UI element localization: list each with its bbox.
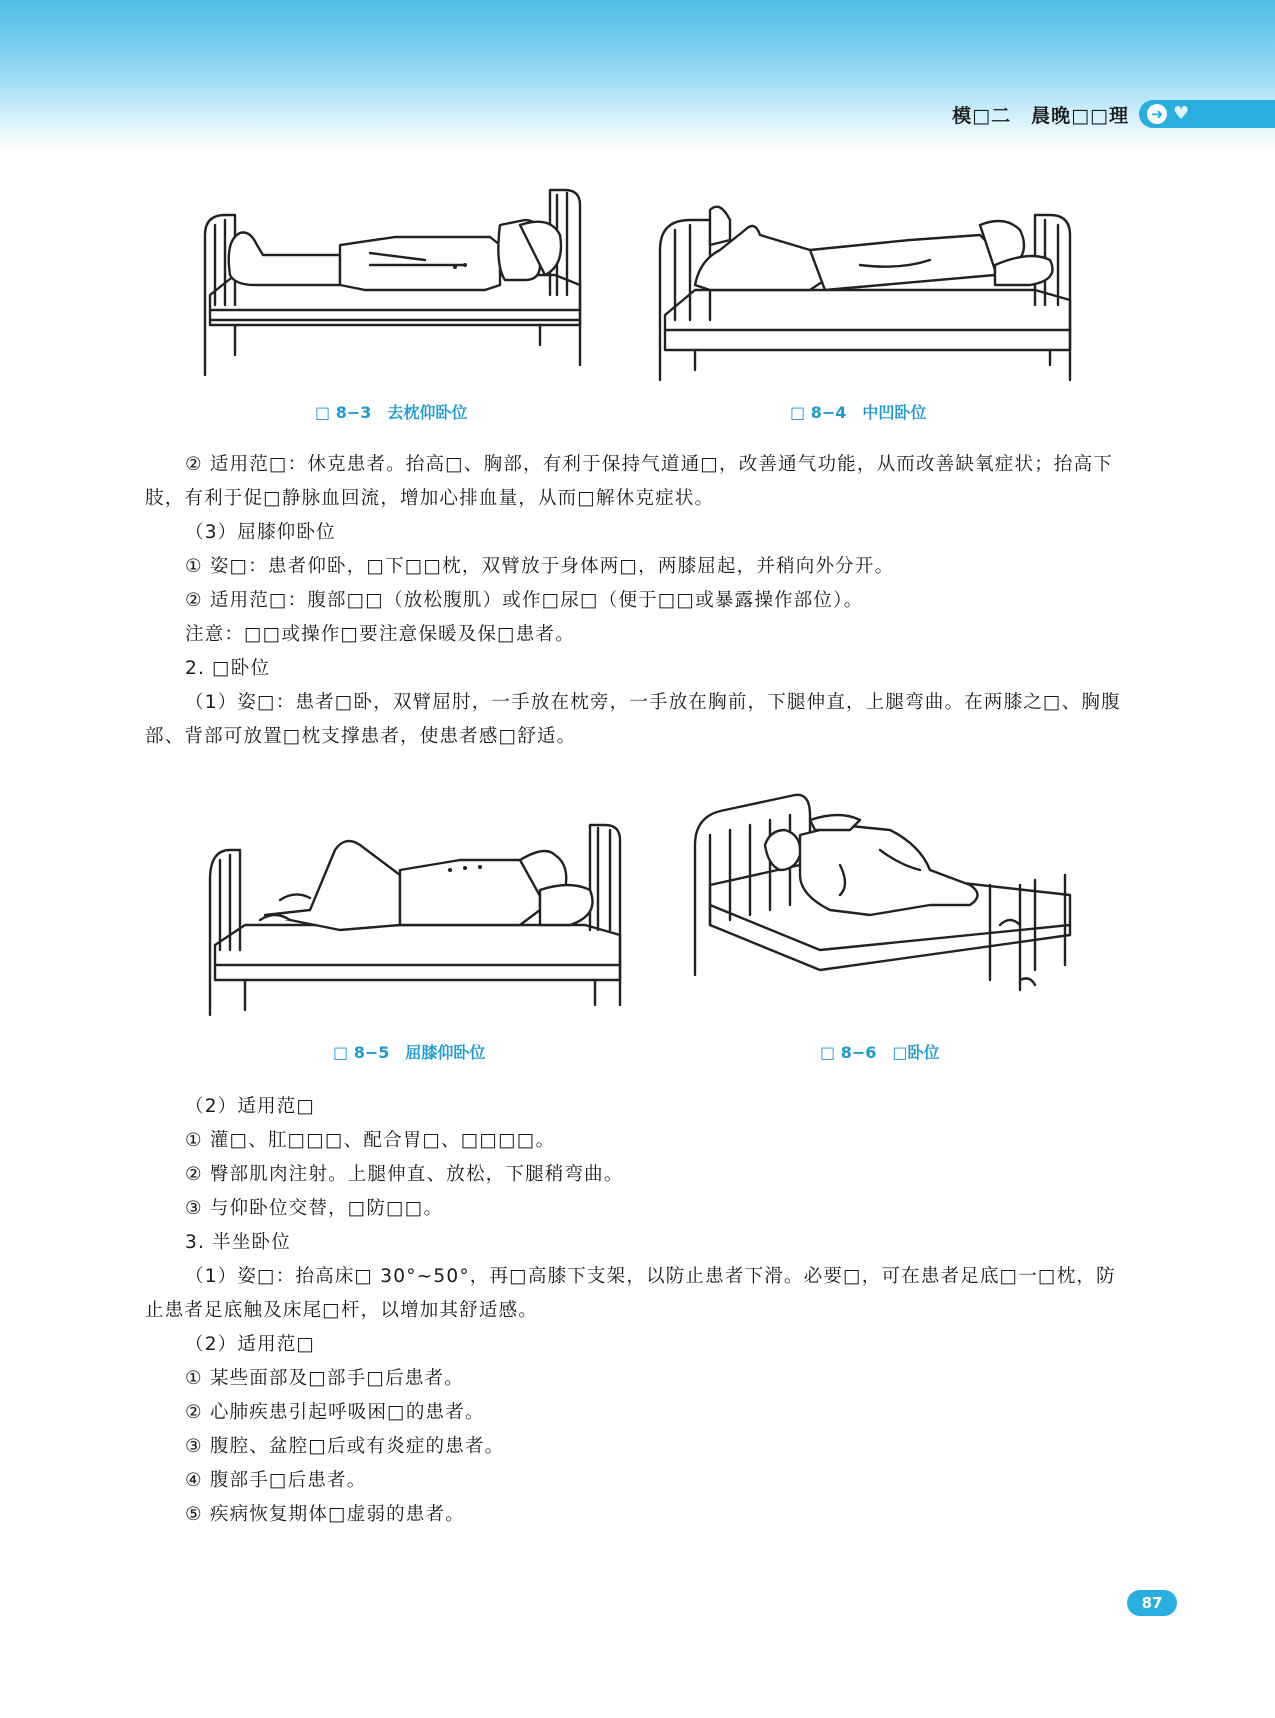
arrow-left-icon: ➜ bbox=[1147, 104, 1167, 124]
paragraph: （1）姿□：抬高床□ 30°~50°，再□高膝下支架，以防止患者下滑。必要□，可在患者足底□一□枕，防止患者足底触及床尾□杆，以增加其舒适感。 bbox=[145, 1266, 1116, 1321]
figure-caption-8-5: □ 8−5 屈膝仰卧位 bbox=[333, 1043, 486, 1062]
paragraph: ③ 腹腔、盆腔□后或有炎症的患者。 bbox=[185, 1436, 505, 1457]
figure-8-5-illustration bbox=[200, 820, 630, 1020]
paragraph: ① 某些面部及□部手□后患者。 bbox=[185, 1368, 464, 1389]
paragraph: （3）屈膝仰卧位 bbox=[185, 522, 336, 543]
header-badge bbox=[1139, 100, 1275, 128]
paragraph: ② 心肺疾患引起呼吸困□的患者。 bbox=[185, 1402, 485, 1423]
heart-icon: ♥ bbox=[1173, 103, 1190, 124]
paragraph: ① 灌□、肛□□□、配合胃□、□□□□。 bbox=[185, 1130, 556, 1151]
paragraph: 3. 半坐卧位 bbox=[185, 1232, 291, 1253]
figure-caption-8-3: □ 8−3 去枕仰卧位 bbox=[315, 403, 468, 422]
paragraph: ⑤ 疾病恢复期体□虚弱的患者。 bbox=[185, 1504, 465, 1525]
paragraph: （2）适用范□ bbox=[185, 1334, 316, 1355]
paragraph: ② 臀部肌肉注射。上腿伸直、放松，下腿稍弯曲。 bbox=[185, 1164, 624, 1185]
running-header bbox=[952, 96, 1275, 132]
page-number: 87 bbox=[1127, 1590, 1177, 1616]
figure-8-4-illustration bbox=[650, 190, 1080, 390]
figure-8-3-illustration bbox=[195, 185, 595, 385]
figure-8-6-illustration bbox=[690, 775, 1080, 1005]
paragraph: ③ 与仰卧位交替，□防□□。 bbox=[185, 1198, 444, 1219]
paragraph: 2. □卧位 bbox=[185, 658, 271, 679]
figure-caption-8-6: □ 8−6 □卧位 bbox=[820, 1043, 940, 1062]
paragraph: （2）适用范□ bbox=[185, 1096, 316, 1117]
chapter-title: 模□二 晨晚□□理 bbox=[952, 104, 1129, 127]
paragraph: （1）姿□：患者□卧，双臂屈肘，一手放在枕旁，一手放在胸前，下腿伸直，上腿弯曲。在两膝之□、胸腹部、背部可放置□枕支撑患者，使患者感□舒适。 bbox=[145, 692, 1121, 747]
paragraph: ④ 腹部手□后患者。 bbox=[185, 1470, 367, 1491]
paragraph: ① 姿□：患者仰卧，□下□□枕，双臂放于身体两□，两膝屈起，并稍向外分开。 bbox=[185, 556, 895, 577]
paragraph: ② 适用范□：休克患者。抬高□、胸部，有利于保持气道通□，改善通气功能，从而改善缺氧症状；抬高下肢，有利于促□静脉血回流，增加心排血量，从而□解休克症状。 bbox=[145, 454, 1114, 509]
paragraph: ② 适用范□：腹部□□（放松腹肌）或作□尿□（便于□□或暴露操作部位）。 bbox=[185, 590, 864, 611]
paragraph: 注意：□□或操作□要注意保暖及保□患者。 bbox=[185, 624, 575, 645]
figure-caption-8-4: □ 8−4 中凹卧位 bbox=[790, 403, 927, 422]
